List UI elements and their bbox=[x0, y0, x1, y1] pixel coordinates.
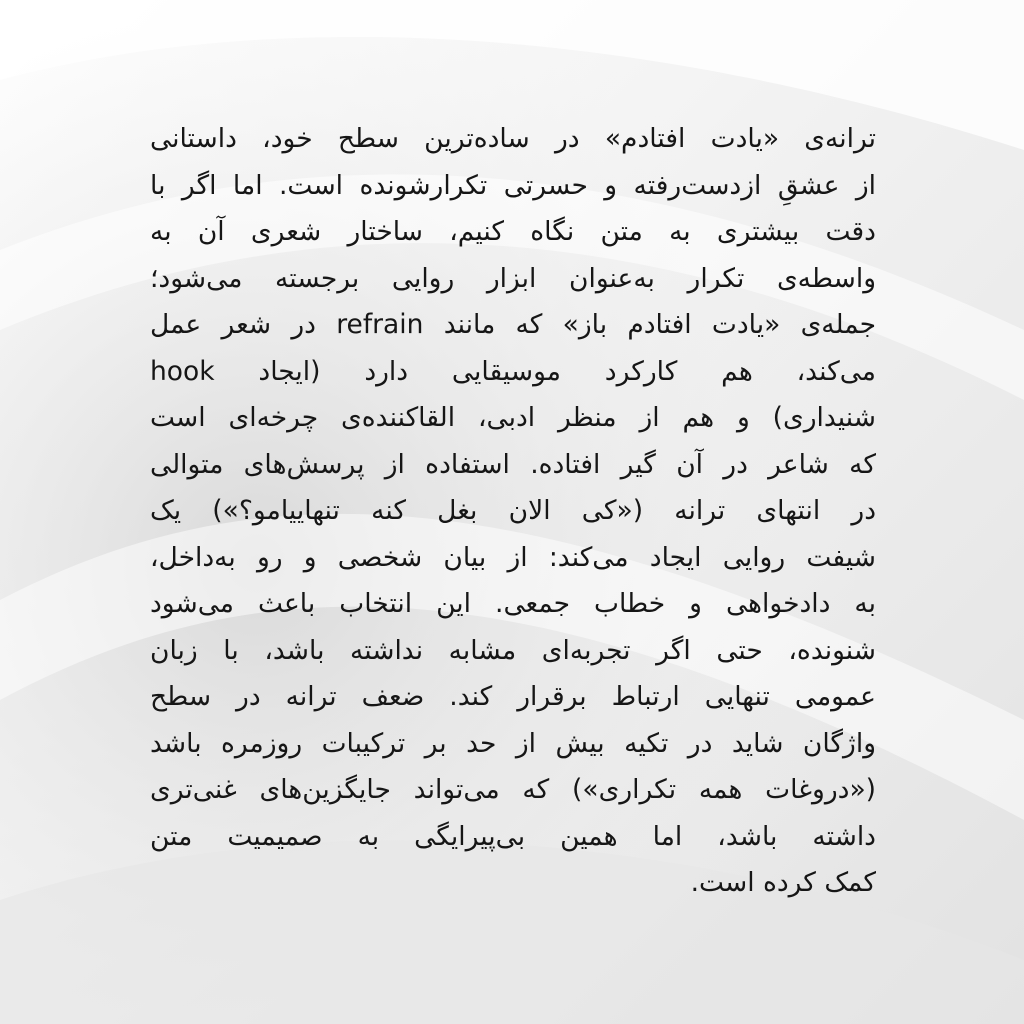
paragraph-line: به دادخواهی و خطاب جمعی. این انتخاب باعث می‌شود bbox=[150, 588, 876, 619]
paragraph-line: شیفت روایی ایجاد می‌کند: از بیان شخصی و رو به‌داخل، bbox=[150, 541, 876, 573]
paragraph-line: عمومی تنهایی ارتباط برقرار کند. ضعف ترانه در سطح bbox=[150, 681, 876, 712]
paragraph-line: جمله‌ی «یادت افتادم باز» که مانند refrain در شعر عمل bbox=[150, 309, 876, 340]
paragraph-line: شنیداری) و هم از منظر ادبی، القاکننده‌ی چرخه‌ای است bbox=[150, 402, 876, 433]
paragraph-line: دقت بیشتری به متن نگاه کنیم، ساختار شعری آن به bbox=[150, 216, 876, 247]
paragraph-line: داشته باشد، اما همین بی‌پیرایگی به صمیمیت متن bbox=[150, 820, 876, 852]
paragraph-line: واژگان شاید در تکیه بیش از حد بر ترکیبات روزمره باشد bbox=[150, 727, 876, 759]
paragraph-line: می‌کند، هم کارکرد موسیقایی دارد (ایجاد hook bbox=[150, 355, 876, 387]
paragraph-line: از عشقِ ازدست‌رفته و حسرتی تکرارشونده است. اما اگر با bbox=[150, 169, 876, 201]
paragraph-line: که شاعر در آن گیر افتاده. استفاده از پرسش‌های متوالی bbox=[150, 448, 876, 480]
paragraph-line: شنونده، حتی اگر تجربه‌ای مشابه نداشته باشد، با زبان bbox=[150, 634, 876, 666]
paragraph-line: ترانه‌ی «یادت افتادم» در ساده‌ترین سطح خود، داستانی bbox=[150, 123, 876, 154]
paragraph-line: واسطه‌ی تکرار به‌عنوان ابزار روایی برجسته می‌شود؛ bbox=[150, 262, 876, 294]
paragraph-line: («دروغات همه تکراری») که می‌تواند جایگزین‌های غنی‌تری bbox=[150, 774, 876, 805]
paragraph-line: در انتهای ترانه («کی الان بغل کنه تنهاییامو؟») یک bbox=[150, 495, 876, 526]
paragraph-line: کمک کرده است. bbox=[690, 867, 876, 898]
article-paragraph bbox=[150, 116, 876, 907]
